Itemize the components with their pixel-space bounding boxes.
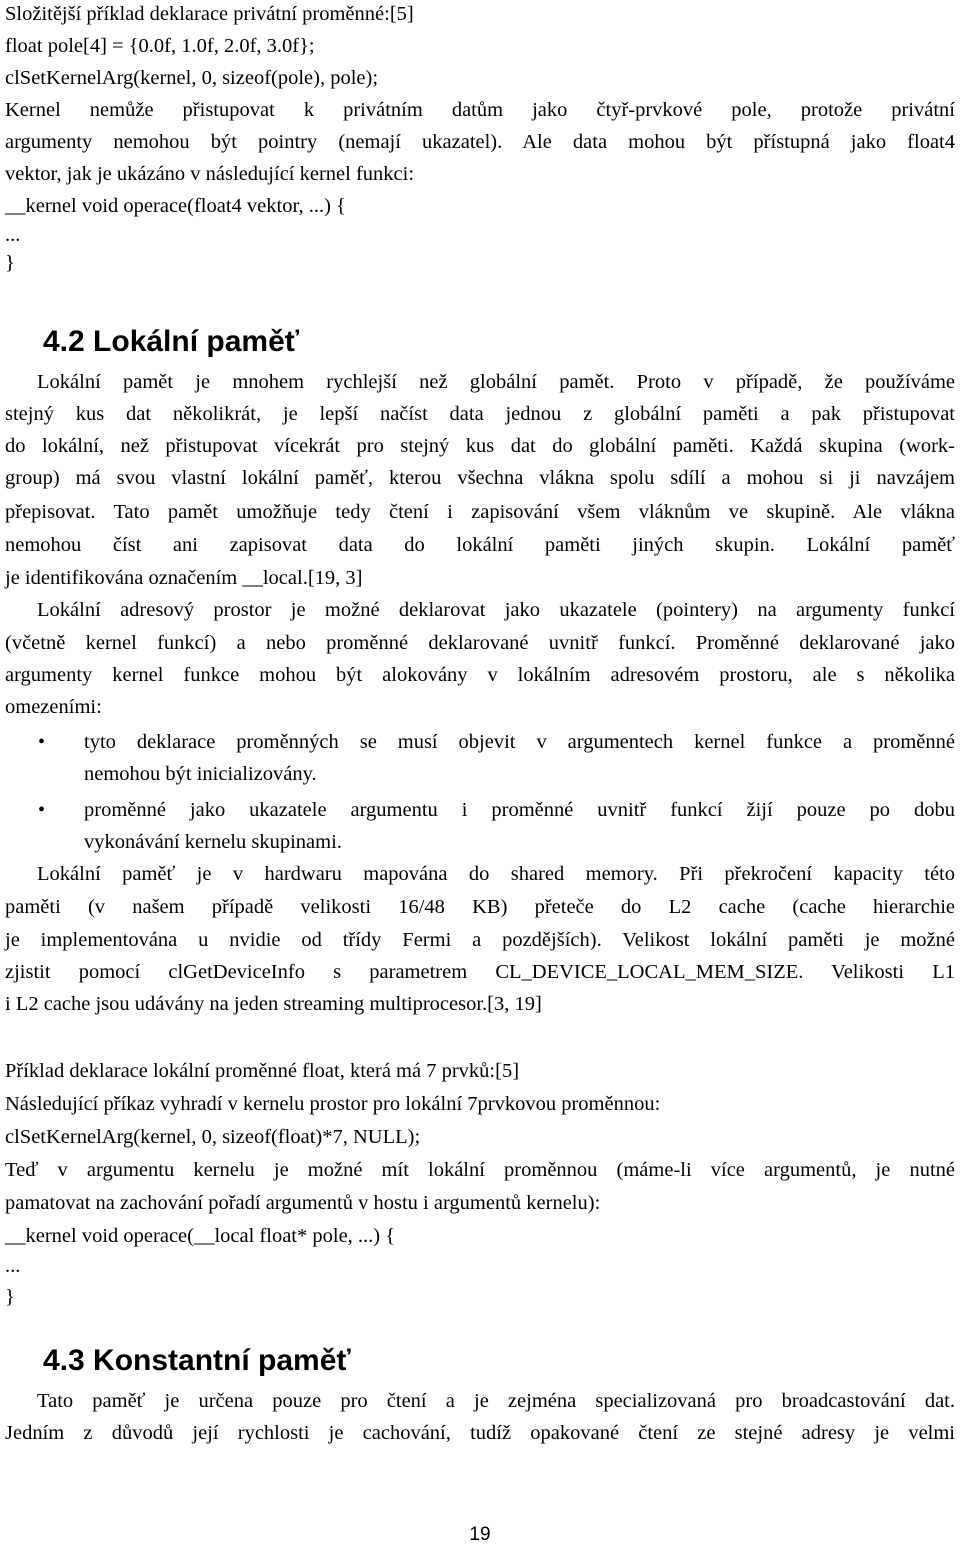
list-item: proměnné jako ukazatele argumentu i proměnné uvnitř funkcí žijí pouze po dobu bbox=[84, 799, 955, 821]
bullet-icon: • bbox=[38, 731, 46, 753]
text-line: Kernel nemůže přistupovat k privátním datům jako čtyř-prvkové pole, protože privátní bbox=[5, 99, 955, 121]
text-line: Teď v argumentu kernelu je možné mít lokální proměnnou (máme-li více argumentů, je nutné bbox=[5, 1159, 955, 1181]
text-line: argumenty kernel funkce mohou být alokovány v lokálním adresovém prostoru, ale s několika bbox=[5, 664, 955, 686]
text-line: Následující příkaz vyhradí v kernelu prostor pro lokální 7prvkovou proměnnou: bbox=[5, 1093, 661, 1115]
text-line: paměti (v našem případě velikosti 16/48 KB) přeteče do L2 cache (cache hierarchie bbox=[5, 896, 955, 918]
text-line: Lokální paměť je v hardwaru mapována do shared memory. Při překročení kapacity této bbox=[37, 863, 955, 885]
text-line: omezeními: bbox=[5, 696, 102, 718]
text-line: Příklad deklarace lokální proměnné float, která má 7 prvků:[5] bbox=[5, 1060, 520, 1082]
text-line: stejný kus dat několikrát, je lepší načíst data jednou z globální paměti a pak přistupovat bbox=[5, 403, 955, 425]
list-item: nemohou být inicializovány. bbox=[84, 763, 317, 785]
text-line: Jedním z důvodů její rychlosti je cachování, tudíž opakované čtení ze stejné adresy je velmi bbox=[5, 1422, 955, 1444]
text-line: Tato paměť je určena pouze pro čtení a je zejména specializovaná pro broadcastování dat. bbox=[37, 1390, 955, 1412]
code-line: ... bbox=[5, 224, 21, 246]
text-line: i L2 cache jsou udávány na jeden streaming multiprocesor.[3, 19] bbox=[5, 993, 542, 1015]
text-line: Lokální adresový prostor je možné deklarovat jako ukazatele (pointery) na argumenty funkcí bbox=[37, 599, 955, 621]
text-line: zjistit pomocí clGetDeviceInfo s parametrem CL_DEVICE_LOCAL_MEM_SIZE. Velikosti L1 bbox=[5, 961, 955, 983]
code-line: } bbox=[5, 1286, 15, 1308]
code-line: __kernel void operace(float4 vektor, ...) { bbox=[5, 195, 346, 217]
text-line: group) má svou vlastní lokální paměť, kterou všechna vlákna spolu sdílí a mohou si ji navzájem bbox=[5, 467, 955, 489]
list-item: vykonávání kernelu skupinami. bbox=[84, 831, 342, 853]
page-number: 19 bbox=[469, 1524, 491, 1545]
code-line: clSetKernelArg(kernel, 0, sizeof(pole), pole); bbox=[5, 67, 379, 89]
section-heading: 4.3 Konstantní paměť bbox=[43, 1344, 351, 1377]
text-line: (včetně kernel funkcí) a nebo proměnné deklarované uvnitř funkcí. Proměnné deklarované jako bbox=[5, 632, 955, 654]
section-heading: 4.2 Lokální paměť bbox=[43, 325, 300, 358]
text-line: přepisovat. Tato pamět umožňuje tedy čtení i zapisování všem vláknům ve skupině. Ale vlákna bbox=[5, 501, 955, 523]
text-line: do lokální, než přistupovat vícekrát pro stejný kus dat do globální paměti. Každá skupina (work- bbox=[5, 435, 955, 457]
bullet-icon: • bbox=[38, 799, 46, 821]
code-line: __kernel void operace(__local float* pole, ...) { bbox=[5, 1225, 396, 1247]
text-line: je identifikována označením __local.[19, 3] bbox=[5, 567, 363, 589]
text-line: nemohou číst ani zapisovat data do lokální paměti jiných skupin. Lokální paměť bbox=[5, 534, 955, 556]
text-line: pamatovat na zachování pořadí argumentů v hostu i argumentů kernelu): bbox=[5, 1192, 601, 1214]
code-line: ... bbox=[5, 1255, 21, 1277]
code-line: clSetKernelArg(kernel, 0, sizeof(float)*7, NULL); bbox=[5, 1126, 421, 1148]
text-line: je implementována u nvidie od třídy Fermi a pozdějších). Velikost lokální paměti je možné bbox=[5, 929, 955, 951]
text-line: Složitější příklad deklarace privátní proměnné:[5] bbox=[5, 3, 414, 25]
text-line: Lokální pamět je mnohem rychlejší než globální pamět. Proto v případě, že používáme bbox=[37, 371, 955, 393]
code-line: } bbox=[5, 252, 15, 274]
text-line: argumenty nemohou být pointry (nemají ukazatel). Ale data mohou být přístupná jako float4 bbox=[5, 131, 955, 153]
code-line: float pole[4] = {0.0f, 1.0f, 2.0f, 3.0f}; bbox=[5, 35, 315, 57]
text-line: vektor, jak je ukázáno v následující kernel funkci: bbox=[5, 163, 415, 185]
list-item: tyto deklarace proměnných se musí objevit v argumentech kernel funkce a proměnné bbox=[84, 731, 955, 753]
